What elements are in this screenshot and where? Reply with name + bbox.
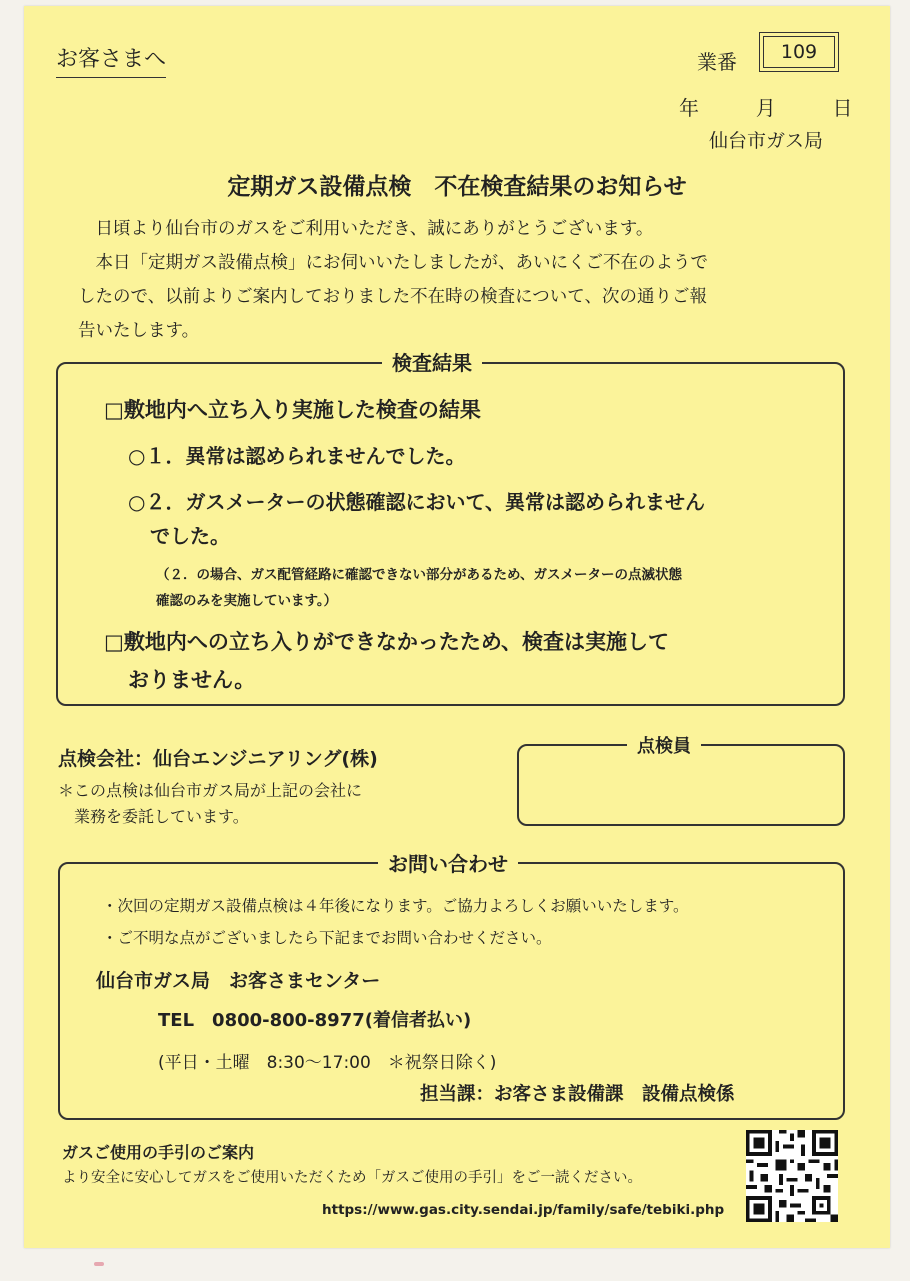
business-hours: (平日・土曜 8:30～17:00 ＊祝祭日除く): [158, 1053, 497, 1073]
contact-bullet: ・ご不明な点がございましたら下記までお問い合わせください。: [102, 929, 552, 947]
company-name: 点検会社：仙台エンジニアリング(株): [58, 748, 378, 770]
result-meter-check-continued: でした。: [150, 524, 230, 548]
contact-bullet: ・次回の定期ガス設備点検は４年後になります。ご協力よろしくお願いいたします。: [102, 897, 689, 915]
customer-center: 仙台市ガス局 お客さまセンター: [96, 970, 381, 992]
date-day: 日: [832, 96, 853, 120]
results-box: [56, 351, 845, 706]
date-year: 年: [679, 96, 699, 120]
contact-label: お問い合わせ: [378, 848, 518, 877]
inspector-box: [517, 736, 845, 826]
result-note: [156, 562, 682, 614]
option-not-entered-checkbox[interactable]: □敷地内への立ち入りができなかったため、検査は実施して: [104, 630, 669, 654]
intro-line: したので、以前よりご案内しておりました不在時の検査について、次の通りご報: [78, 287, 707, 307]
guide-text: より安全に安心してガスをご使用いただくため「ガスご使用の手引」をご一読ください。: [62, 1170, 642, 1186]
intro-line: 日頃より仙台市のガスをご利用いただき、誠にありがとうございます。: [95, 219, 654, 239]
result-note-line: （２．の場合、ガス配管経路に確認できない部分があるため、ガスメーターの点滅状態: [156, 567, 682, 583]
qr-code-icon[interactable]: [746, 1130, 838, 1222]
company-note-line: ＊この点検は仙台市ガス局が上記の会社に: [58, 781, 363, 800]
result-note-line: 確認のみを実施しています。）: [156, 593, 338, 609]
inspector-label: 点検員: [627, 732, 701, 758]
date-line: [679, 92, 852, 121]
option-entered-checkbox[interactable]: □敷地内へ立ち入り実施した検査の結果: [104, 398, 481, 422]
guide-title: ガスご使用の手引のご案内: [62, 1143, 255, 1162]
intro-line: 本日「定期ガス設備点検」にお伺いいたしましたが、あいにくご不在のようで: [95, 253, 708, 273]
greeting: お客さまへ: [56, 42, 166, 78]
results-label: 検査結果: [382, 347, 482, 376]
intro-paragraph: [78, 212, 858, 348]
intro-line: 告いたします。: [78, 321, 200, 341]
result-meter-check-radio[interactable]: ○２．ガスメーターの状態確認において、異常は認められません: [128, 490, 706, 514]
gyoban-number: 109: [763, 36, 835, 68]
notice-sheet: [24, 6, 890, 1248]
paper-mark: [94, 1262, 104, 1266]
result-no-abnormality-radio[interactable]: ○１．異常は認められませんでした。: [128, 444, 466, 468]
department: 担当課：お客さま設備課 設備点検係: [420, 1084, 735, 1105]
guide-url-link[interactable]: https://www.gas.city.sendai.jp/family/safe/tebiki.php: [322, 1202, 725, 1218]
company-note: [58, 778, 362, 830]
page-title: 定期ガス設備点検 不在検査結果のお知らせ: [227, 174, 687, 200]
gyoban-box: [759, 32, 839, 72]
contact-box: [58, 852, 845, 1120]
option-not-entered-continued: おりません。: [128, 668, 256, 692]
date-month: 月: [755, 96, 776, 120]
company-note-line: 業務を委託しています。: [74, 807, 249, 826]
phone-number[interactable]: TEL 0800-800-8977(着信者払い): [158, 1010, 472, 1031]
gyoban-label: 業番: [697, 50, 737, 74]
issuer: 仙台市ガス局: [709, 130, 824, 152]
